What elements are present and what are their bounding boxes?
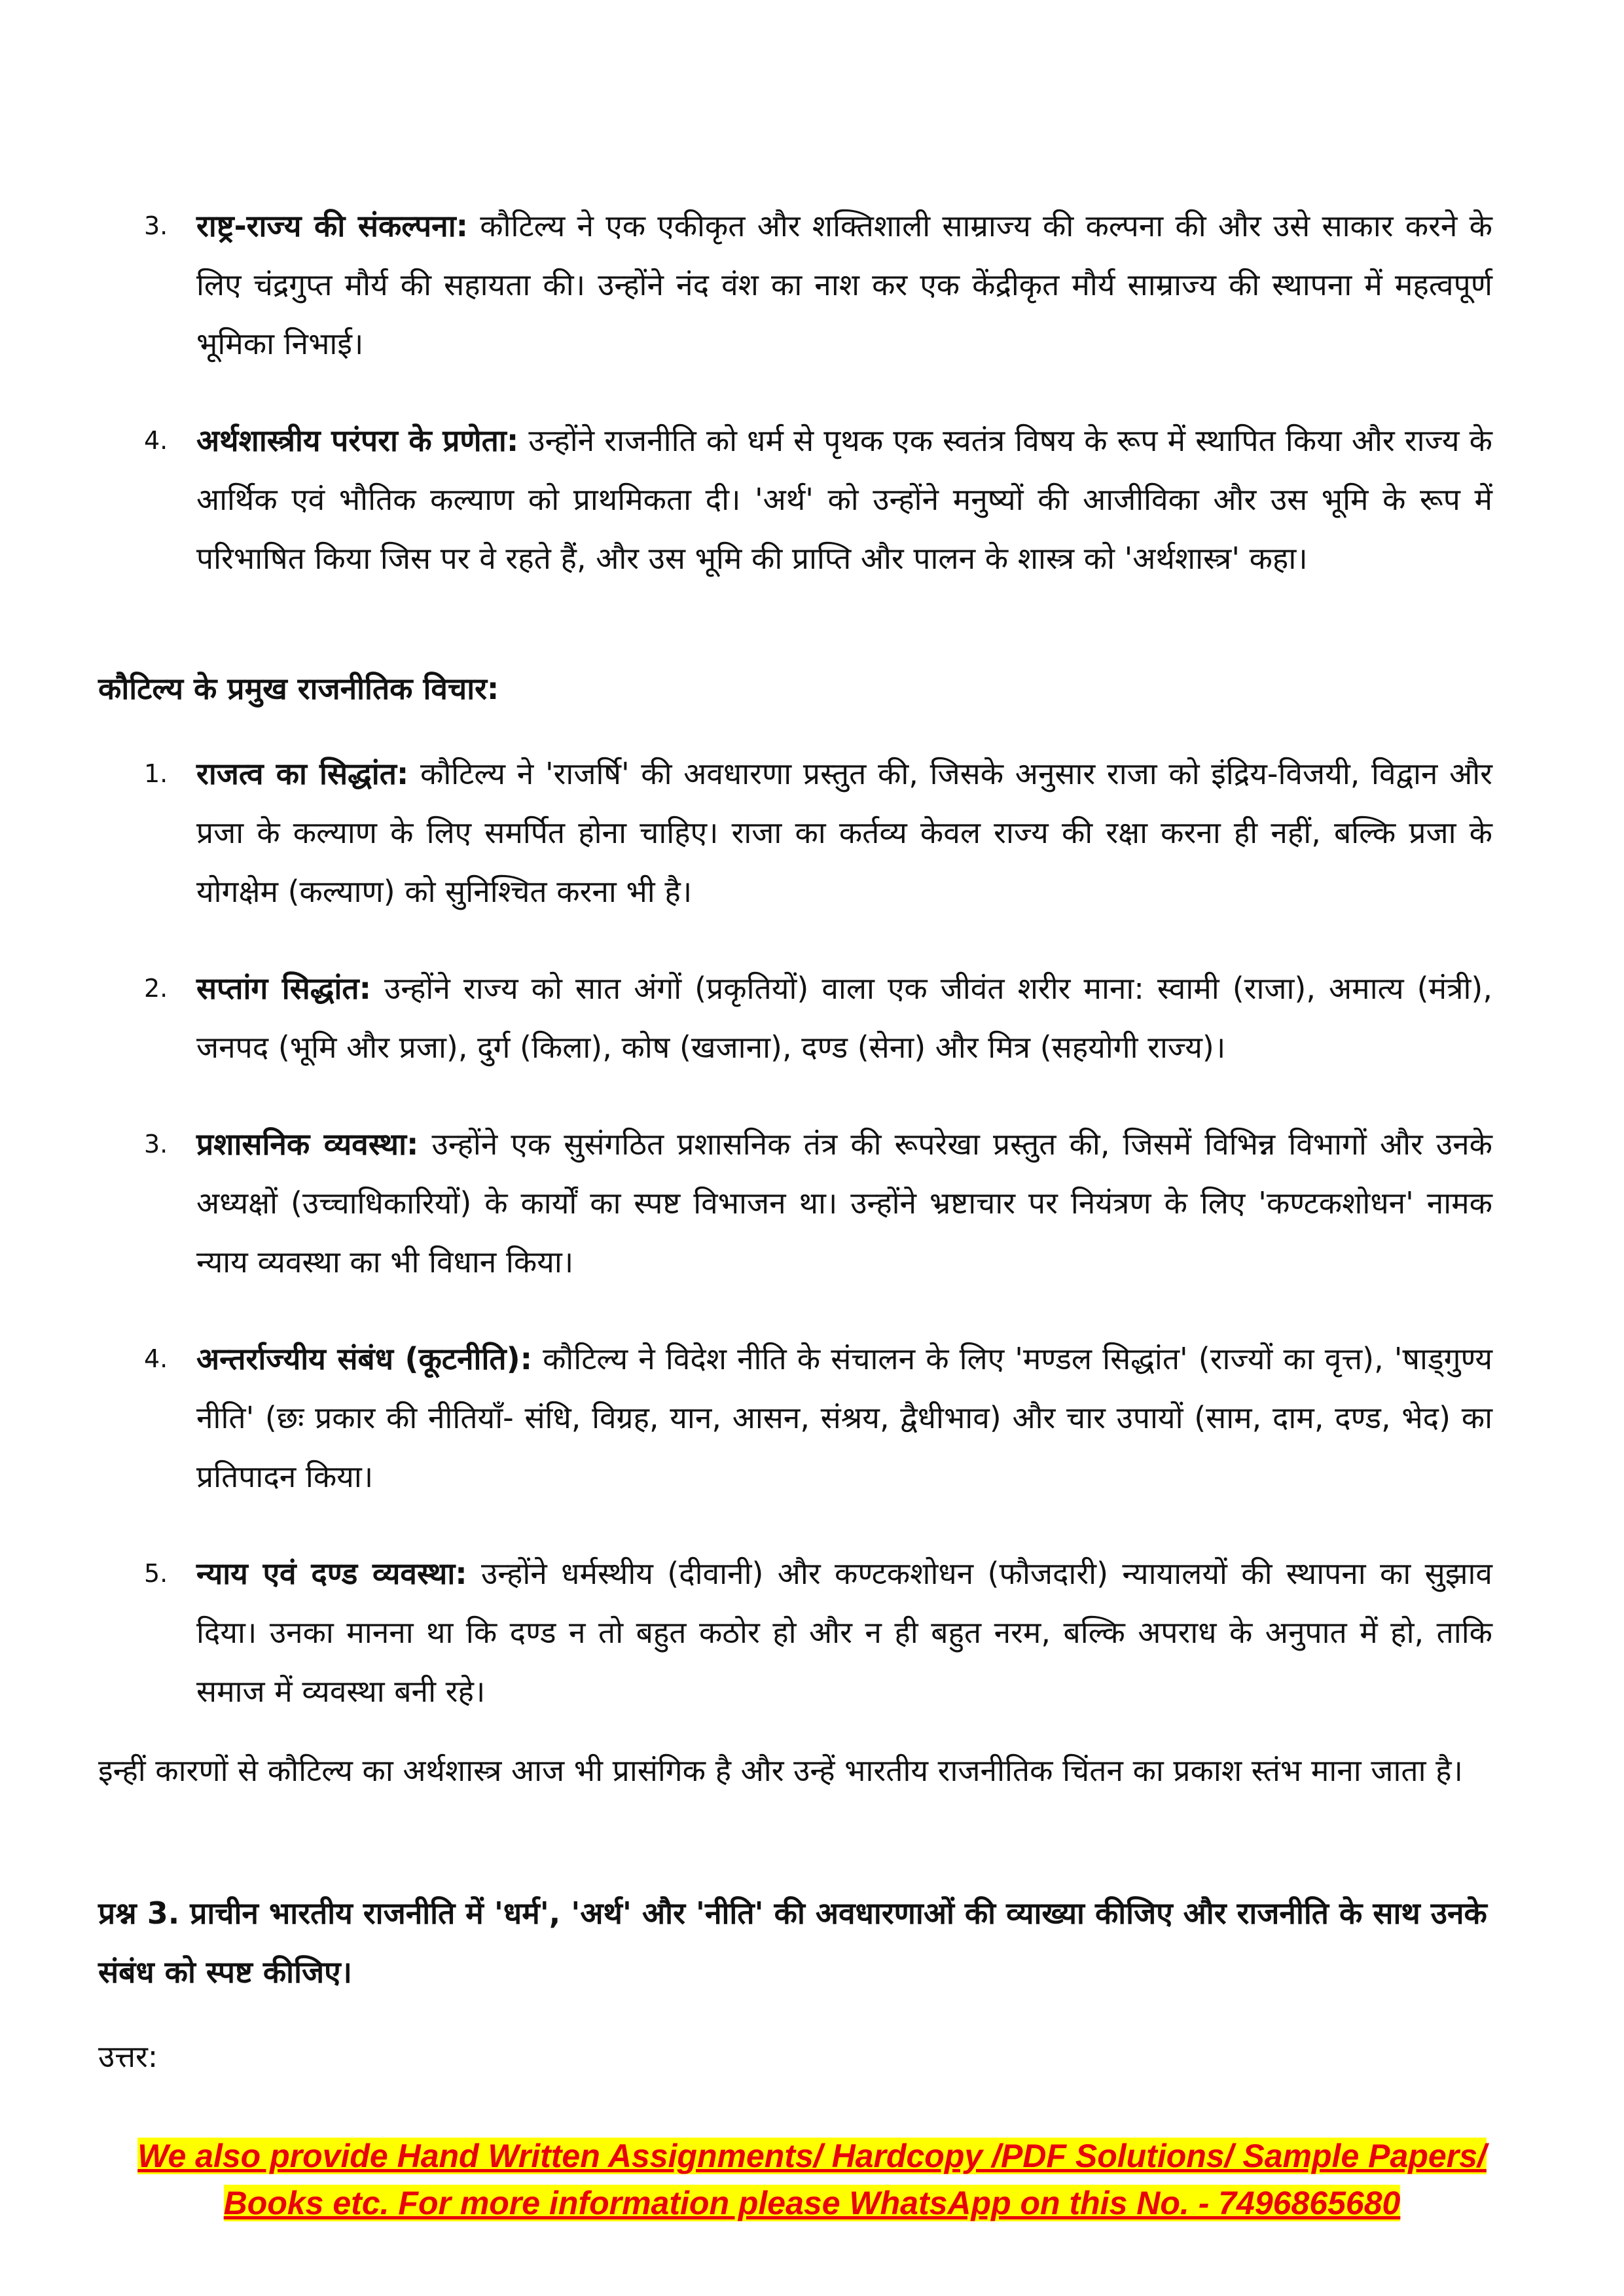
item-body: उन्होंने एक सुसंगठित प्रशासनिक तंत्र की रूपरेखा प्रस्तुत की, जिसमें विभिन्न विभागों और उनके अध्यक्षों (उच्चाधिकारियों) के कार्यों का स्पष्ट विभाजन था। उन्होंने भ्रष्टाचार पर नियंत्रण के लिए 'कण्टकशोधन' नामक न्याय व्यवस्था का भी विधान किया। <box>196 1126 1492 1280</box>
list-item <box>144 959 1492 1077</box>
item-number: 4. <box>144 1344 168 1373</box>
promo-footer <box>65 2132 1559 2227</box>
list-item <box>144 1115 1492 1291</box>
footer-line-1: We also provide Hand Written Assignments/ Hardcopy /PDF Solutions/ Sample Papers/ <box>137 2138 1487 2174</box>
points-list-b <box>144 744 1492 1759</box>
list-item <box>144 1329 1492 1506</box>
item-body: कौटिल्य ने विदेश नीति के संचालन के लिए 'मण्डल सिद्धांत' (राज्यों का वृत्त), 'षाड्गुण्य नीति' (छः प्रकार की नीतियाँ- संधि, विग्रह, यान, आसन, संश्रय, द्वैधीभाव) और चार उपायों (साम, दाम, दण्ड, भेद) का प्रतिपादन किया। <box>196 1341 1492 1494</box>
item-number: 5. <box>144 1559 168 1588</box>
item-number: 3. <box>144 1130 168 1158</box>
list-item <box>144 196 1492 373</box>
item-text <box>196 196 1492 373</box>
item-text <box>196 1115 1492 1291</box>
list-item <box>144 744 1492 921</box>
item-title: राष्ट्र-राज्य की संकल्पना: <box>196 208 469 243</box>
footer-line-2: Books etc. For more information please WhatsApp on this No. - 7496865680 <box>223 2185 1401 2221</box>
item-title: राजत्व का सिद्धांत: <box>196 756 409 791</box>
item-number: 3. <box>144 211 168 240</box>
item-text <box>196 959 1492 1077</box>
item-title: अर्थशास्त्रीय परंपरा के प्रणेता: <box>196 423 519 458</box>
item-body: कौटिल्य ने 'राजर्षि' की अवधारणा प्रस्तुत की, जिसके अनुसार राजा को इंद्रिय-विजयी, विद्वान और प्रजा के कल्याण के लिए समर्पित होना चाहिए। राजा का कर्तव्य केवल राज्य की रक्षा करना ही नहीं, बल्कि प्रजा के योगक्षेम (कल्याण) को सुनिश्चित करना भी है। <box>196 756 1492 909</box>
item-number: 4. <box>144 426 168 455</box>
item-title: न्याय एवं दण्ड व्यवस्था: <box>196 1556 467 1591</box>
item-body: उन्होंने राज्य को सात अंगों (प्रकृतियों) वाला एक जीवंत शरीर माना: स्वामी (राजा), अमात्य (मंत्री), जनपद (भूमि और प्रजा), दुर्ग (किला), कोष (खजाना), दण्ड (सेना) और मित्र (सहयोगी राज्य)। <box>196 971 1492 1065</box>
item-body: उन्होंने धर्मस्थीय (दीवानी) और कण्टकशोधन (फौजदारी) न्यायालयों की स्थापना का सुझाव दिया। उनका मानना था कि दण्ड न तो बहुत कठोर हो और न ही बहुत नरम, बल्कि अपराध के अनुपात में हो, ताकि समाज में व्यवस्था बनी रहे। <box>196 1556 1492 1709</box>
item-text <box>196 1329 1492 1506</box>
item-title: अन्तर्राज्यीय संबंध (कूटनीति): <box>196 1341 532 1376</box>
item-title: प्रशासनिक व्यवस्था: <box>196 1126 419 1162</box>
item-text <box>196 411 1492 588</box>
points-list-a <box>144 196 1492 626</box>
answer-label: उत्तर: <box>98 2039 158 2074</box>
conclusion-paragraph: इन्हीं कारणों से कौटिल्य का अर्थशास्त्र आज भी प्रासंगिक है और उन्हें भारतीय राजनीतिक चिंतन का प्रकाश स्तंभ माना जाता है। <box>98 1753 1463 1788</box>
item-text <box>196 1544 1492 1721</box>
item-body: उन्होंने राजनीति को धर्म से पृथक एक स्वतंत्र विषय के रूप में स्थापित किया और राज्य के आर्थिक एवं भौतिक कल्याण को प्राथमिकता दी। 'अर्थ' को उन्होंने मनुष्यों की आजीविका और उस भूमि के रूप में परिभाषित किया जिस पर वे रहते हैं, और उस भूमि की प्राप्ति और पालन के शास्त्र को 'अर्थशास्त्र' कहा। <box>196 423 1492 576</box>
question-heading: प्रश्न 3. प्राचीन भारतीय राजनीति में 'धर्म', 'अर्थ' और 'नीति' की अवधारणाओं की व्याख्या कीजिए और राजनीति के साथ उनके संबंध को स्पष्ट कीजिए। <box>98 1895 1487 1990</box>
section-heading: कौटिल्य के प्रमुख राजनीतिक विचार: <box>98 671 499 706</box>
item-number: 1. <box>144 759 168 788</box>
item-number: 2. <box>144 974 168 1003</box>
list-item <box>144 1544 1492 1721</box>
item-body: कौटिल्य ने एक एकीकृत और शक्तिशाली साम्राज्य की कल्पना की और उसे साकार करने के लिए चंद्रगुप्त मौर्य की सहायता की। उन्होंने नंद वंश का नाश कर एक केंद्रीकृत मौर्य साम्राज्य की स्थापना में महत्वपूर्ण भूमिका निभाई। <box>196 208 1492 361</box>
item-text <box>196 744 1492 921</box>
item-title: सप्तांग सिद्धांत: <box>196 971 372 1006</box>
list-item <box>144 411 1492 588</box>
